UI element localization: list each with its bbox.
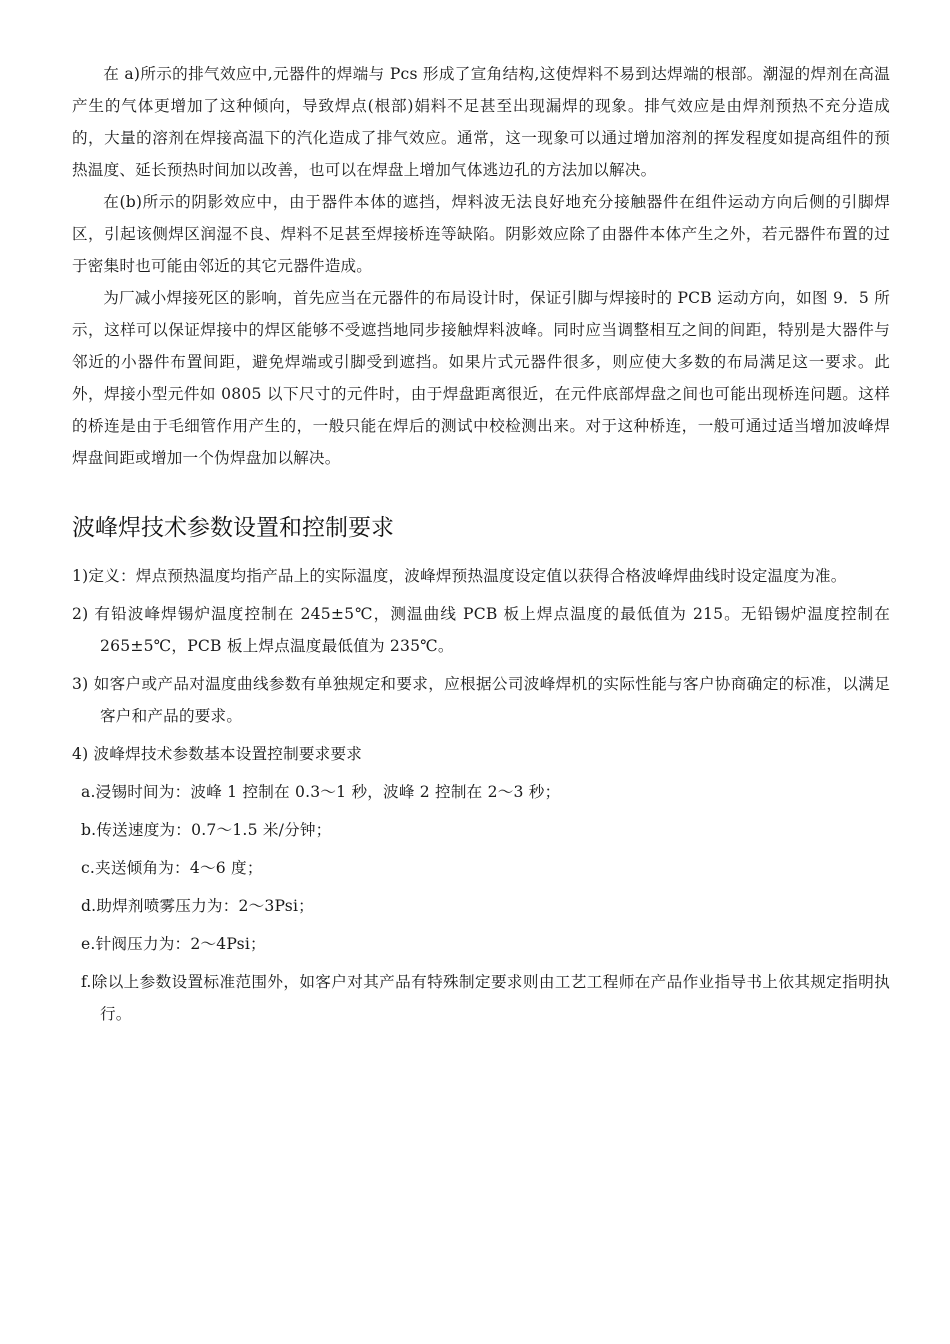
requirement-item: 3) 如客户或产品对温度曲线参数有单独规定和要求，应根据公司波峰焊机的实际性能与客户协商确定的标准，以满足客户和产品的要求。 (72, 675, 890, 725)
body-paragraph: 在(b)所示的阴影效应中，由于器件本体的遮挡，焊料波无法良好地充分接触器件在组件运动方向后侧的引脚焊区，引起该侧焊区润湿不良、焊料不足甚至焊接桥连等缺陷。阴影效应除了由器件本体产生之外，若元器件布置的过于密集时也可能由邻近的其它元器件造成。 (72, 193, 890, 275)
requirement-item: 1)定义：焊点预热温度均指产品上的实际温度，波峰焊预热温度设定值以获得合格波峰焊曲线时设定温度为准。 (72, 567, 847, 585)
section-heading: 波峰焊技术参数设置和控制要求 (72, 515, 394, 541)
sub-item: f.除以上参数设置标准范围外，如客户对其产品有特殊制定要求则由工艺工程师在产品作业指导书上依其规定指明执行。 (81, 973, 890, 1023)
sub-item: e.针阀压力为：2～4Psi； (81, 935, 266, 953)
sub-item: d.助焊剂喷雾压力为：2～3Psi； (81, 897, 314, 915)
body-paragraph: 在 a)所示的排气效应中,元器件的焊端与 Pcs 形成了宣角结构,这使焊料不易到达焊端的根部。潮湿的焊剂在高温产生的气体更增加了这种倾向，导致焊点(根部)娟料不足甚至出现漏焊的现象。排气效应是由焊剂预热不充分造成的，大量的溶剂在焊接高温下的汽化造成了排气效应。通常，这一现象可以通过增加溶剂的挥发程度如提高组件的预热温度、延长预热时间加以改善，也可以在焊盘上增加气体逃边孔的方法加以解决。 (72, 65, 890, 179)
sub-item: b.传送速度为：0.7～1.5 米/分钟； (81, 821, 332, 839)
requirement-item: 4) 波峰焊技术参数基本设置控制要求要求 (72, 745, 363, 763)
sub-item: c.夹送倾角为：4～6 度； (81, 859, 263, 877)
document-page (72, 58, 890, 1030)
requirement-item: 2) 有铅波峰焊锡炉温度控制在 245±5℃，测温曲线 PCB 板上焊点温度的最低值为 215。无铅锡炉温度控制在 265±5℃，PCB 板上焊点温度最低值为 235℃。 (72, 605, 890, 655)
sub-item: a.浸锡时间为：波峰 1 控制在 0.3～1 秒，波峰 2 控制在 2～3 秒； (81, 783, 561, 801)
body-paragraph: 为厂减小焊接死区的影响，首先应当在元器件的布局设计时，保证引脚与焊接时的 PCB 运动方向，如图 9．5 所示，这样可以保证焊接中的焊区能够不受遮挡地同步接触焊料波峰。同时应当调整相互之间的间距，特别是大器件与邻近的小器件布置间距，避免焊端或引脚受到遮挡。如果片式元器件很多，则应使大多数的布局满足这一要求。此外，焊接小型元件如 0805 以下尺寸的元件时，由于焊盘距离很近，在元件底部焊盘之间也可能出现桥连问题。这样的桥连是由于毛细管作用产生的，一般只能在焊后的测试中校检测出来。对于这种桥连，一般可通过适当增加波峰焊焊盘间距或增加一个伪焊盘加以解决。 (72, 289, 890, 467)
